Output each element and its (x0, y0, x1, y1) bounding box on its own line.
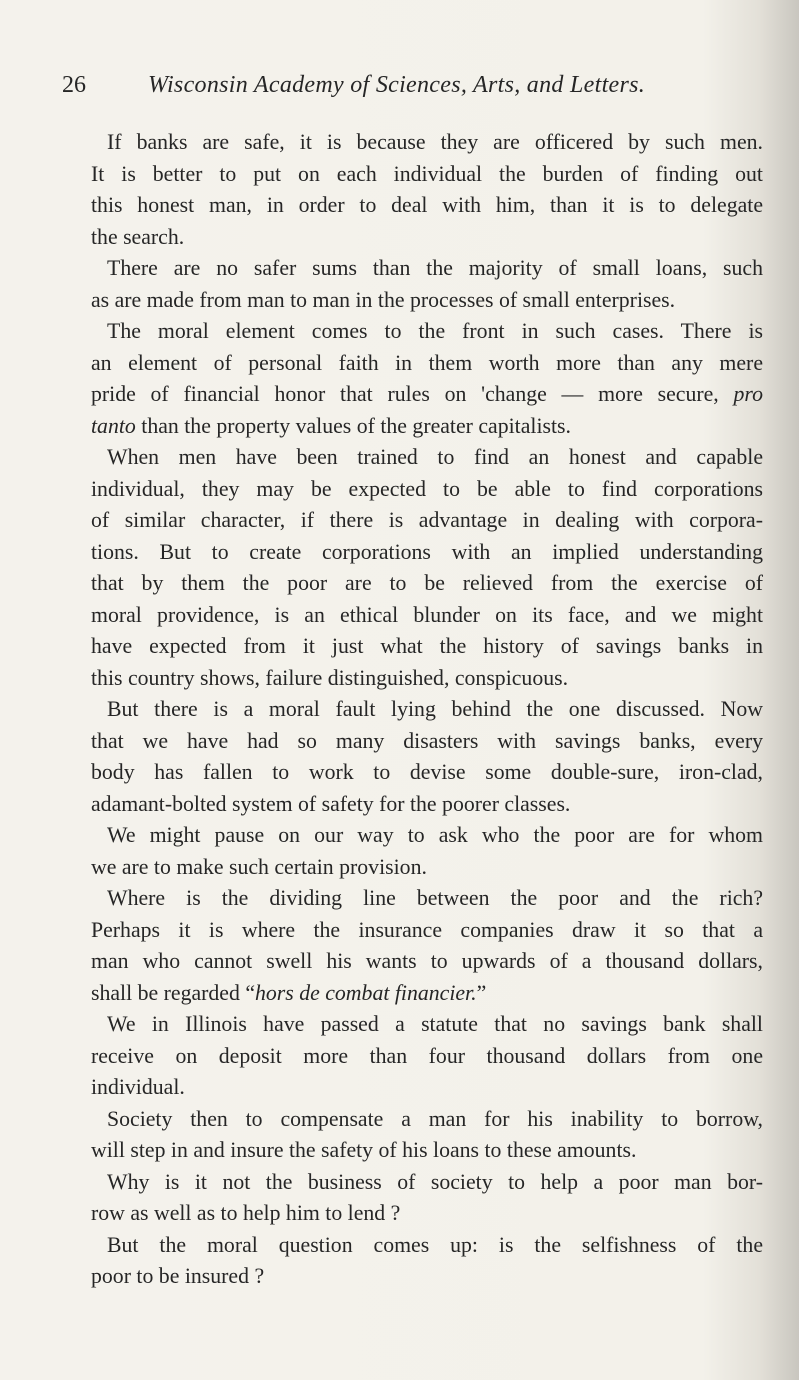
text-line: tions. But to create corporations with an implied understanding (91, 539, 763, 564)
text-segment: shall be regarded “ (91, 980, 255, 1005)
text-line: There are no safer sums than the majority of small loans, such (107, 256, 763, 280)
text-line: adamant-bolted system of safety for the poorer classes. (91, 791, 571, 816)
paragraph-9 (75, 1104, 763, 1167)
text-line: But the moral question comes up: is the selfishness of the (107, 1232, 763, 1257)
paragraph-11 (75, 1230, 763, 1293)
page-number: 26 (62, 72, 86, 98)
paragraph-3 (75, 316, 763, 442)
text-line: body has fallen to work to devise some double-sure, iron-clad, (91, 760, 763, 784)
paragraph-8 (75, 1009, 763, 1104)
text-segment: than the property values of the greater capitalists. (141, 413, 571, 438)
paragraph-5 (75, 694, 763, 820)
text-line: poor to be insured ? (91, 1264, 265, 1288)
text-line: Why is it not the business of society to help a poor man bor- (107, 1169, 763, 1194)
italic-phrase: hors de combat financier. (255, 980, 477, 1005)
text-line: Where is the dividing line between the poor and the rich? (107, 886, 763, 910)
body-text (75, 127, 763, 1293)
running-head: Wisconsin Academy of Sciences, Arts, and Letters. (148, 72, 646, 98)
text-line: this country shows, failure distinguished, conspicuous. (91, 665, 569, 690)
italic-word: tanto (91, 413, 136, 438)
page-header (62, 72, 762, 102)
text-line: We might pause on our way to ask who the poor are for whom (107, 823, 763, 847)
paragraph-6 (75, 820, 763, 883)
paragraph-2 (75, 253, 763, 316)
text-line: individual, they may be expected to be able to find corporations (91, 476, 763, 501)
paragraph-1 (75, 127, 763, 253)
paragraph-4 (75, 442, 763, 694)
text-line: The moral element comes to the front in such cases. There is (107, 319, 763, 343)
text-line: the search. (91, 224, 185, 249)
text-line: we are to make such certain provision. (91, 854, 427, 879)
text-line: When men have been trained to find an honest and capable (107, 445, 763, 469)
paragraph-7 (75, 883, 763, 1009)
text-line: individual. (91, 1075, 185, 1099)
text-line: as are made from man to man in the processes of small enterprises. (91, 287, 676, 312)
text-line: that we have had so many disasters with savings banks, every (91, 728, 763, 753)
text-line-with-italic (75, 978, 763, 1010)
text-line: receive on deposit more than four thousand dollars from one (91, 1043, 763, 1068)
text-line: that by them the poor are to be relieved from the exercise of (91, 571, 763, 595)
text-line: But there is a moral fault lying behind the one discussed. Now (107, 697, 763, 721)
text-line: of similar character, if there is advantage in dealing with corpora- (91, 508, 763, 532)
text-line: Perhaps it is where the insurance companies draw it so that a (91, 917, 763, 942)
text-line: moral providence, is an ethical blunder on its face, and we might (91, 602, 763, 627)
text-line: It is better to put on each individual the burden of finding out (91, 161, 763, 186)
text-line: this honest man, in order to deal with him, than it is to delegate (91, 193, 763, 217)
text-line: row as well as to help him to lend ? (91, 1201, 401, 1225)
text-line-with-italic (75, 411, 763, 443)
text-line: will step in and insure the safety of his loans to these amounts. (91, 1138, 637, 1162)
italic-word: pro (733, 382, 764, 406)
closing-quote: ” (476, 980, 487, 1005)
text-line-with-italic (75, 379, 763, 411)
paragraph-10 (75, 1167, 763, 1230)
text-line: man who cannot swell his wants to upwards of a thousand dollars, (91, 949, 763, 973)
text-line: an element of personal faith in them worth more than any mere (91, 350, 763, 375)
text-segment: pride of financial honor that rules on 'change — more secure, (91, 382, 719, 406)
text-line: If banks are safe, it is because they are officered by such men. (107, 130, 763, 154)
text-line: have expected from it just what the history of savings banks in (91, 634, 763, 658)
text-line: We in Illinois have passed a statute that no savings bank shall (107, 1012, 763, 1036)
text-line: Society then to compensate a man for his inability to borrow, (107, 1106, 763, 1131)
